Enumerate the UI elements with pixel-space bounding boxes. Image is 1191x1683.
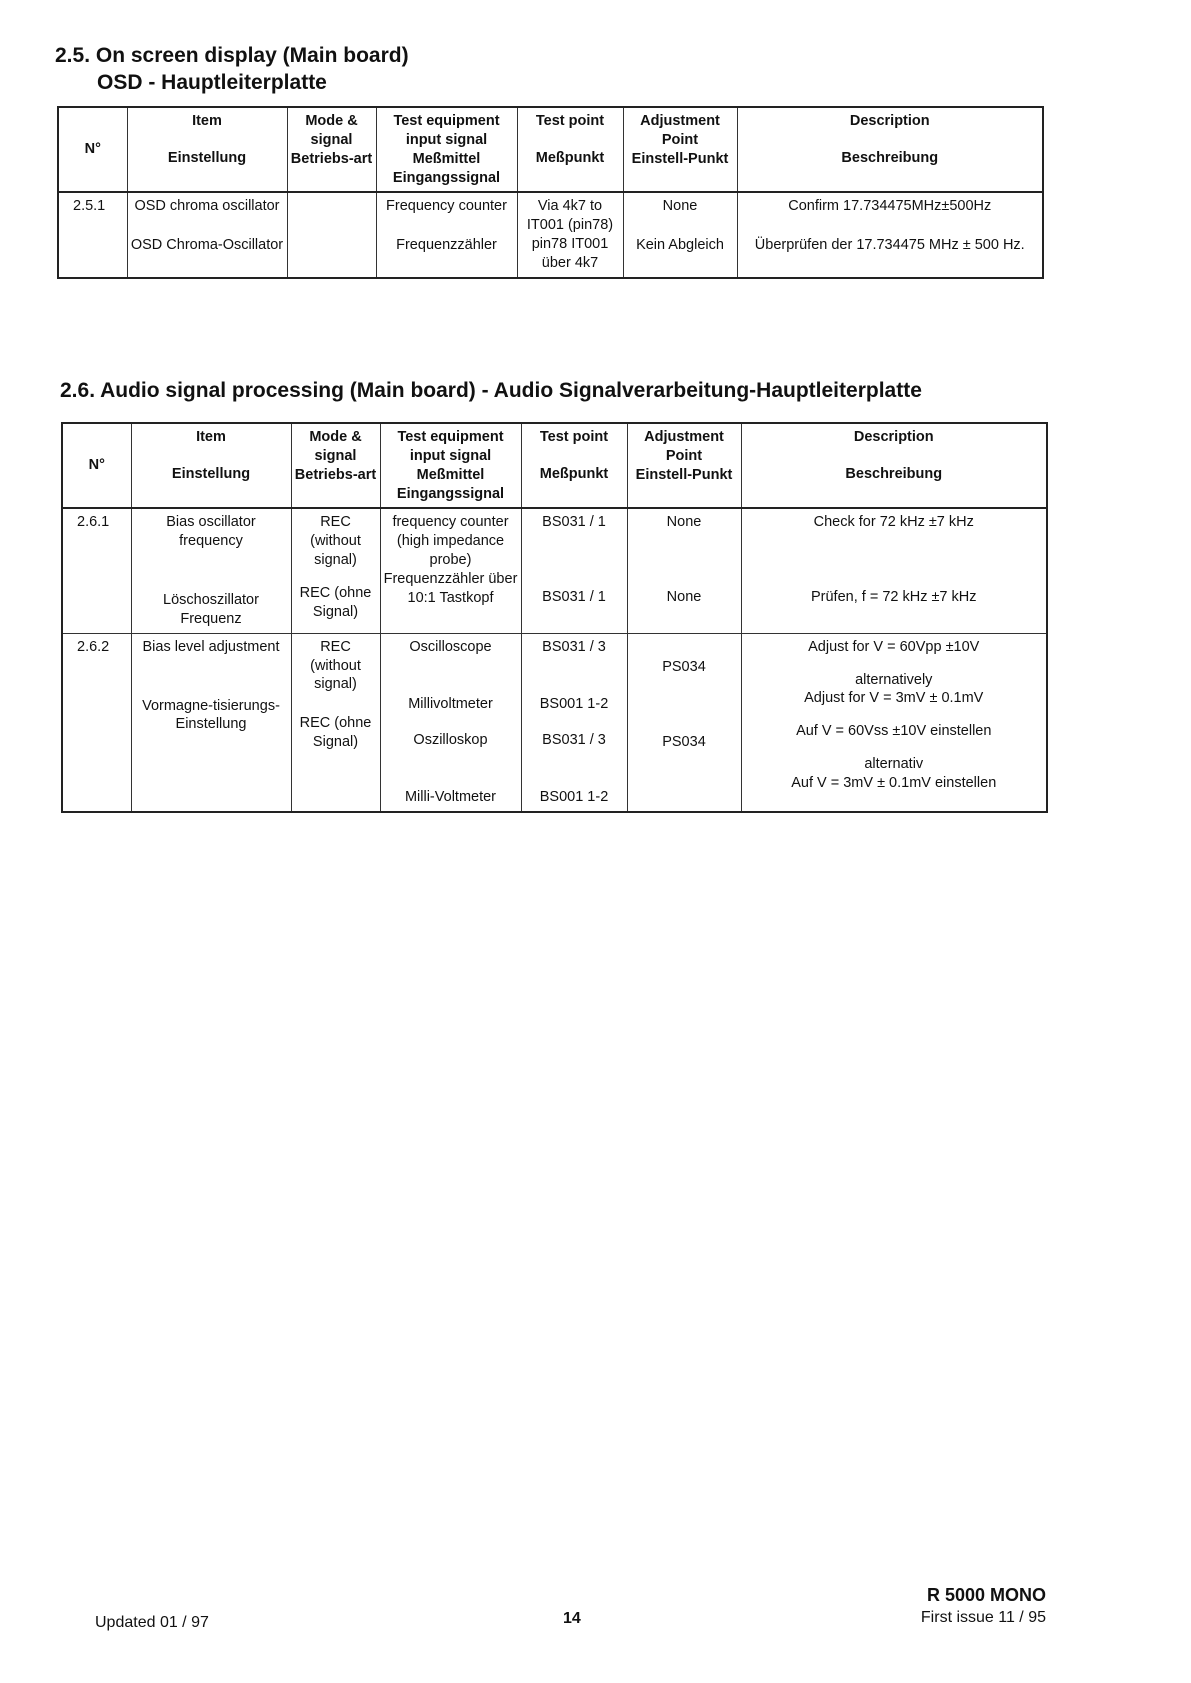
header-adjustment-point: Adjustment Point Einstell-Punkt [627, 423, 741, 508]
footer-model: R 5000 MONO [926, 1585, 1046, 1605]
row-adjustment-point: None Kein Abgleich [623, 192, 737, 277]
row-test-point: Via 4k7 to IT001 (pin78) pin78 IT001 über 4k7 [517, 192, 623, 277]
section-2-6-title: 2.6. Audio signal processing (Main board) - Audio Signalverarbeitung-Hauptleiterplatte [60, 379, 922, 402]
row-equipment: frequency counter (high impedance probe) Frequenzzähler über 10:1 Tastkopf [380, 508, 521, 633]
table-header-row [62, 423, 1047, 508]
header-num: N° [62, 423, 131, 508]
section-2-5-title: 2.5. On screen display (Main board) [55, 44, 409, 67]
row-adjustment-point: PS034 PS034 [627, 633, 741, 812]
page-number: 14 [563, 1610, 581, 1627]
row-mode: REC (without signal) REC (ohne Signal) [291, 633, 380, 812]
row-equipment: Oscilloscope Millivoltmeter Oszilloskop Milli-Voltmeter [380, 633, 521, 812]
row-equipment: Frequency counter Frequenzzähler [376, 192, 517, 277]
header-description: Description Beschreibung [737, 107, 1043, 192]
row-item: OSD chroma oscillator OSD Chroma-Oscillator [127, 192, 287, 277]
row-number: 2.6.2 [62, 633, 131, 812]
header-equipment: Test equipment input signal Meßmittel Eingangssignal [380, 423, 521, 508]
footer-issue-date: First issue 11 / 95 [920, 1609, 1046, 1626]
row-description: Adjust for V = 60Vpp ±10V alternatively Adjust for V = 3mV ± 0.1mV Auf V = 60Vss ±10V einstellen alternativ Auf V = 3mV ± 0.1mV einstellen [741, 633, 1047, 812]
header-mode: Mode & signal Betriebs-art [291, 423, 380, 508]
header-item: Item Einstellung [131, 423, 291, 508]
row-number: 2.6.1 [62, 508, 131, 633]
table-row [58, 192, 1043, 277]
audio-adjustment-table [61, 422, 1048, 813]
footer-updated-date: Updated 01 / 97 [95, 1614, 209, 1631]
section-2-5-subtitle: OSD - Hauptleiterplatte [97, 71, 327, 94]
header-adjustment-point: Adjustment Point Einstell-Punkt [623, 107, 737, 192]
row-item: Bias oscillator frequency Löschoszillator Frequenz [131, 508, 291, 633]
row-number: 2.5.1 [58, 192, 127, 277]
row-mode: REC (without signal) REC (ohne Signal) [291, 508, 380, 633]
header-test-point: Test point Meßpunkt [521, 423, 627, 508]
row-test-point: BS031 / 3 BS001 1-2 BS031 / 3 BS001 1-2 [521, 633, 627, 812]
row-adjustment-point: None None [627, 508, 741, 633]
table-header-row [58, 107, 1043, 192]
table-row [62, 633, 1047, 812]
row-test-point: BS031 / 1 BS031 / 1 [521, 508, 627, 633]
header-equipment: Test equipment input signal Meßmittel Eingangssignal [376, 107, 517, 192]
header-description: Description Beschreibung [741, 423, 1047, 508]
header-mode: Mode & signal Betriebs-art [287, 107, 376, 192]
row-item: Bias level adjustment Vormagne-tisierungs-Einstellung [131, 633, 291, 812]
header-test-point: Test point Meßpunkt [517, 107, 623, 192]
row-description: Check for 72 kHz ±7 kHz Prüfen, f = 72 kHz ±7 kHz [741, 508, 1047, 633]
table-row [62, 508, 1047, 633]
row-mode [287, 192, 376, 277]
osd-adjustment-table [57, 106, 1044, 279]
header-item: Item Einstellung [127, 107, 287, 192]
row-description: Confirm 17.734475MHz±500Hz Überprüfen der 17.734475 MHz ± 500 Hz. [737, 192, 1043, 277]
header-num: N° [58, 107, 127, 192]
